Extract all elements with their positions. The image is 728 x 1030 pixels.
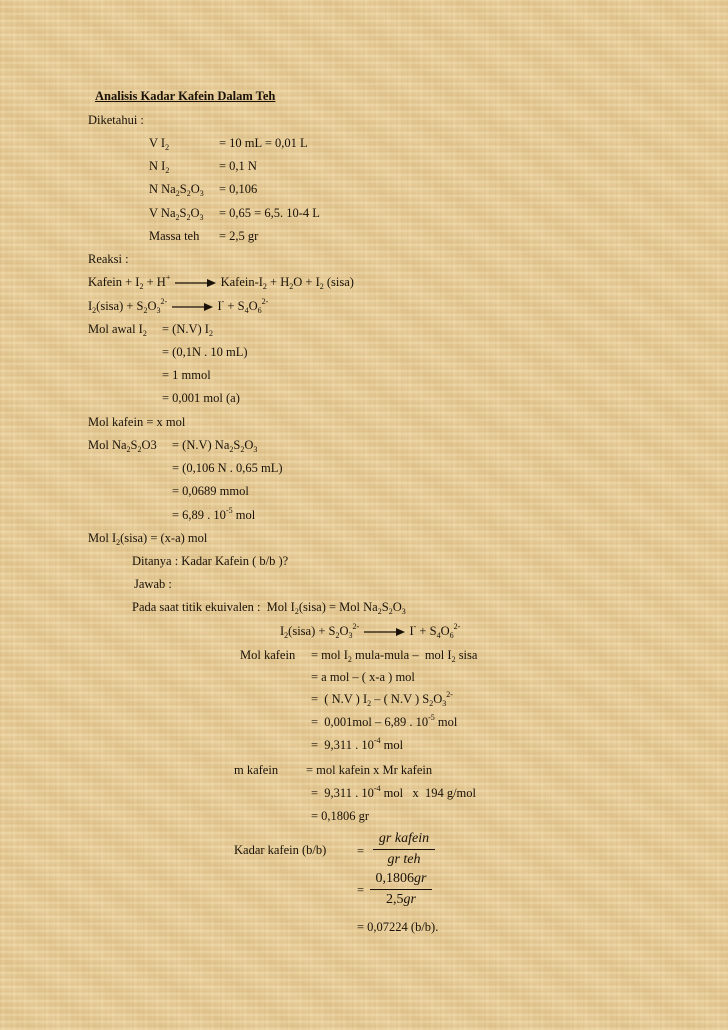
fraction-denominator-value: 2,5	[386, 892, 404, 907]
calc-mol-kafein-eq: = mol $I_2$ mula-mula – mol $I_2$ sisa	[311, 648, 478, 664]
reaction-arrow-icon	[173, 278, 217, 288]
page-title: Analisis Kadar Kafein Dalam Teh	[95, 89, 276, 103]
calc-mol-kafein-label: Mol kafein	[240, 648, 296, 662]
equals-sign: =	[357, 844, 365, 858]
mol-awal-label: Mol awal $I_2$	[88, 322, 147, 338]
reaction-1: Kafein + $I_2 + H^+$ Kafein-$I_2 + H_2O + I_2$ (sisa)	[88, 273, 354, 291]
calc-step2: = ( N.V ) $I_2$ – ( N.V ) $S_2O_3^{2-}$	[311, 690, 453, 708]
given-label-n-thio: N $Na_2S_2O_3$	[149, 182, 204, 198]
calc-m-kafein-label: m kafein	[234, 763, 279, 777]
given-label-massa-teh: Massa teh	[149, 229, 200, 243]
mol-sisa: Mol $I_2(sisa) = (x-a)$ mol	[88, 531, 208, 547]
mol-awal-line1: = (N.V) $I_2$	[162, 322, 213, 338]
mol-awal-line2: = (0,1N . 10 mL)	[162, 345, 248, 359]
mol-kafein-def: Mol kafein = x mol	[88, 415, 186, 429]
mol-thio-label: Mol $Na_2S_2O3$	[88, 438, 157, 454]
jawab: Jawab :	[134, 577, 172, 591]
reaction-3: $I_2(sisa) + S_2O_3^{2-}$ $I^- + S_4O_6^{2-}$	[280, 622, 461, 640]
calc-step3: = 0,001mol – 6,89 . $10^{-5}$ mol	[311, 713, 458, 729]
mol-thio-line2: = (0,106 N . 0,65 mL)	[172, 461, 283, 475]
given-label-v-i2: V $I_2$	[149, 136, 170, 152]
calc-m-step1: = 9,311 . $10^{-4}$ mol x 194 g/mol	[311, 784, 477, 800]
calc-m-step2: = 0,1806 gr	[311, 809, 370, 823]
reaksi-heading: Reaksi :	[88, 252, 129, 266]
reaction-arrow-icon	[170, 302, 214, 312]
fraction-numerator: gr kafein	[378, 831, 430, 846]
mol-thio-line1: = (N.V) $Na_2S_2O_3$	[172, 438, 258, 454]
fraction-numerator-value: 0,1806	[375, 871, 415, 886]
calc-kadar-label: Kadar kafein (b/b)	[234, 843, 327, 857]
given-label-v-thio: V $Na_2S_2O_3$	[149, 206, 204, 222]
given-value-massa-teh: = 2,5 gr	[219, 229, 259, 243]
diketahui-heading: Diketahui :	[88, 113, 144, 127]
reaction-arrow-icon	[362, 627, 406, 637]
given-label-n-i2: N $I_2$	[149, 159, 170, 175]
ditanya: Ditanya : Kadar Kafein ( b/b )?	[132, 554, 289, 568]
fraction-bar	[370, 889, 432, 890]
calc-result: = 0,07224 (b/b).	[357, 920, 439, 934]
reaction-2: $I_2(sisa) + S_2O_3^{2-}$ $I^- + S_4O_6^{2-}$	[88, 297, 269, 315]
mol-awal-line3: = 1 mmol	[162, 368, 211, 382]
mol-thio-line3: = 0,0689 mmol	[172, 484, 249, 498]
given-value-v-i2: = 10 mL = 0,01 L	[219, 136, 308, 150]
fraction-denominator: gr teh	[387, 852, 421, 867]
fraction-kadar-def	[373, 831, 435, 868]
calc-step1: = a mol – ( x-a ) mol	[311, 670, 415, 684]
mol-thio-line4: = 6,89 . $10^{-5}$ mol	[172, 506, 256, 522]
given-value-n-thio: = 0,106	[219, 182, 258, 196]
fraction-numerator-unit: gr	[414, 871, 427, 886]
fraction-kadar-values	[370, 871, 432, 908]
calc-step4: = 9,311 . $10^{-4}$ mol	[311, 736, 404, 752]
given-value-n-i2: = 0,1 N	[219, 159, 257, 173]
given-value-v-thio: = 0,65 = 6,5. 10-4 L	[219, 206, 320, 220]
fraction-bar	[373, 849, 435, 850]
equals-sign: =	[357, 883, 365, 897]
calc-m-kafein-eq: = mol kafein x Mr kafein	[306, 763, 433, 777]
fraction-denominator-unit: gr	[403, 892, 416, 907]
ekuivalen: Pada saat titik ekuivalen : Mol $I_2(sisa)$ = Mol $Na_2S_2O_3$	[132, 600, 406, 616]
mol-awal-line4: = 0,001 mol (a)	[162, 391, 240, 405]
